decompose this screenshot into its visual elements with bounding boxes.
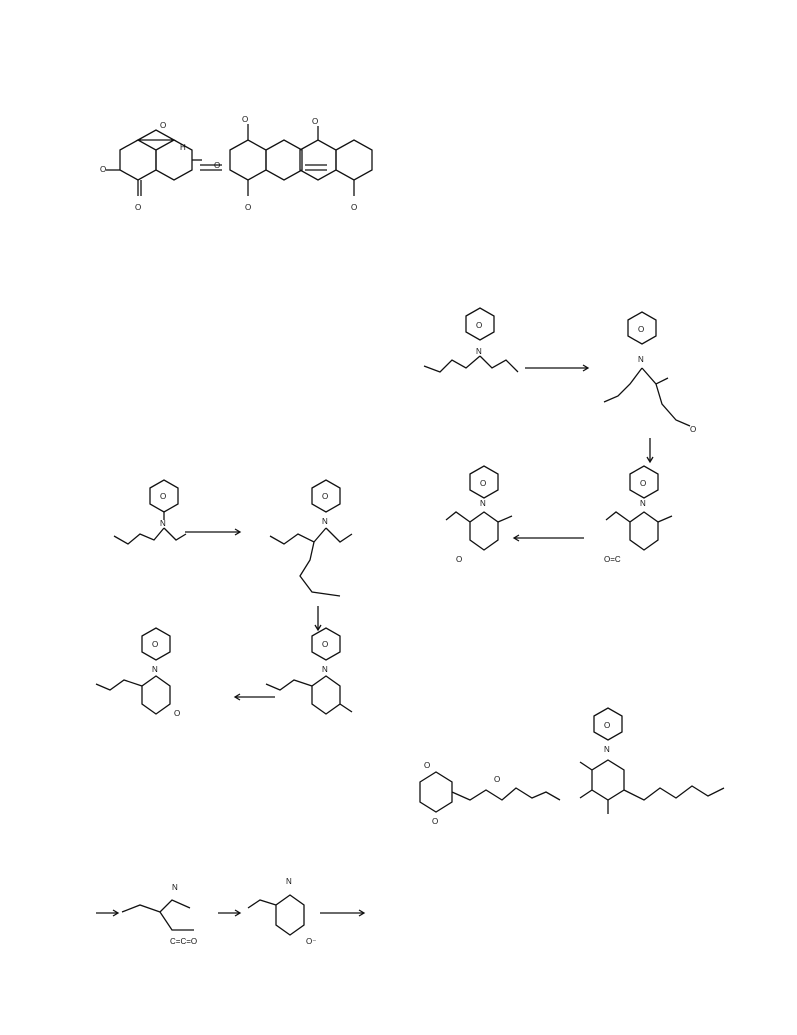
svg-text:H: H [180, 143, 186, 152]
scheme-2 [96, 480, 352, 718]
svg-text:O: O [322, 492, 329, 501]
svg-text:O⁻: O⁻ [306, 937, 317, 946]
structure-xa [100, 121, 202, 212]
svg-text:O: O [322, 640, 329, 649]
svg-text:O: O [690, 425, 697, 434]
svg-text:O: O [432, 817, 439, 826]
svg-text:O: O [160, 492, 167, 501]
svg-text:O: O [494, 775, 501, 784]
svg-text:N: N [322, 517, 328, 526]
svg-text:O: O [480, 479, 487, 488]
svg-text:O: O [456, 555, 463, 564]
svg-text:O: O [424, 761, 431, 770]
svg-text:O: O [640, 479, 647, 488]
svg-text:O: O [604, 721, 611, 730]
svg-text:O: O [638, 325, 645, 334]
svg-text:O: O [135, 203, 142, 212]
svg-text:N: N [640, 499, 646, 508]
scheme-cyclisation [96, 877, 364, 946]
svg-text:O: O [214, 161, 221, 170]
svg-text:O: O [152, 640, 159, 649]
svg-text:N: N [604, 745, 610, 754]
svg-text:N: N [322, 665, 328, 674]
svg-text:C=C=O: C=C=O [170, 937, 198, 946]
svg-text:O=C: O=C [604, 555, 621, 564]
download-notice [2, 126, 14, 926]
svg-text:O: O [160, 121, 167, 130]
svg-text:N: N [480, 499, 486, 508]
svg-text:N: N [476, 347, 482, 356]
svg-text:N: N [172, 883, 178, 892]
svg-text:N: N [160, 519, 166, 528]
svg-text:O: O [174, 709, 181, 718]
svg-text:O: O [476, 321, 483, 330]
svg-text:N: N [152, 665, 158, 674]
svg-text:O: O [312, 117, 319, 126]
structure-xc [300, 117, 372, 212]
svg-text:O: O [351, 203, 358, 212]
svg-text:N: N [286, 877, 292, 886]
svg-text:O: O [245, 203, 252, 212]
svg-text:N: N [638, 355, 644, 364]
structure-xb [180, 115, 302, 212]
structures-xix-xx [420, 708, 724, 826]
svg-text:O: O [242, 115, 249, 124]
scheme-3 [424, 308, 696, 564]
svg-text:O: O [100, 165, 107, 174]
